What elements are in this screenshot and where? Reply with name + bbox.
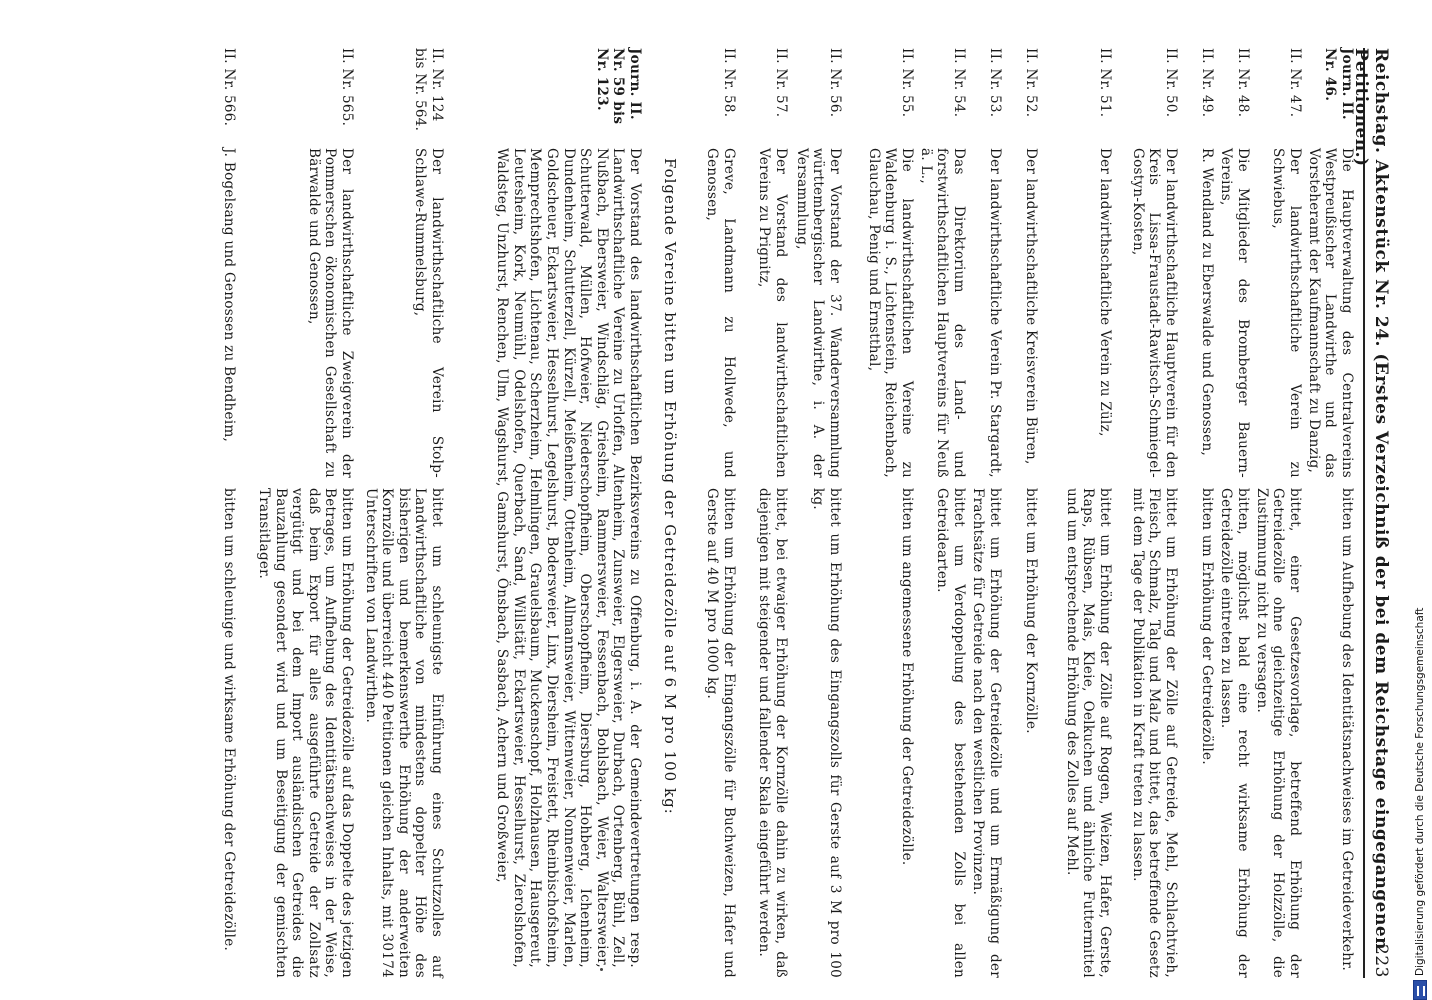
petitioner: Der Vorstand des landwirthschaftlichen Bezirksvereins zu Offenburg, i. A. der Gemeindevertretungen resp. Landwirthschaftliche Vereine zu Urloffen, Altenheim, Zunsweier, Elgersweier, Durbach, Ortenberg, Bühl, Zell, Nußbach, Ebersweier, Windschläg, Griesheim, Rammersweier, Fessenbach, Bohlsbach, Weier, Waltersweier, Schutterwald, Müllen, Hofweier, Niederschopfheim, Oberschopfheim, Diersburg, Hohberg, Ichenheim, Dundenheim, Schutterzell, Kürzell, Meißenheim, Ottenheim, Allmannsweier, Wittenweier, Nonnenweier, Marlen, Goldscheuer, Eckartsweier, Hesselhurst, Legelshurst, Bodersweier, Linx, Diersheim, Freistett, Rheinbischofsheim, Memprechtshofen, Lichtenau, Scherzheim, Helmlingen, Grauelsbaum, Muckenschopf, Holzhausen, Hausgereut, Leutesheim, Kork, Neumühl, Odelshofen, Querbach, Sand, Willstätt, Eckartsweier, Hesselhurst, Zierolshofen, Waldsteg, Unzhurst, Renchen, Ulm, Wagshurst, Gamshurst, Önsbach, Sasbach, Achern und Großweier,	[494, 148, 643, 968]
petitioner: R. Wendland zu Eberswalde und Genossen,	[1199, 148, 1215, 457]
request: bittet, einer Gesetzesvorlage, betreffend Erhöhung der Getreidezölle ohne gleichzeitige Erhöhung der Holzzölle, die Zustimmung nicht zu versagen.	[1253, 488, 1303, 978]
request: bitten, möglichst bald eine recht wirksame Erhöhung der Getreidezölle eintreten zu lassen.	[1218, 488, 1251, 978]
page-header	[1351, 48, 1395, 978]
petitioner: Der landwirthschaftliche Verein Stolp-Schlawe-Rummelsburg,	[412, 148, 445, 478]
request: bittet um Erhöhung der Zölle auf Roggen, Weizen, Hafer, Gerste, Raps, Rübsen, Mais, Kleie, Oelkuchen und ähnliche Futtermittel und um entsprechende Erhöhung des Zolles auf Mehl.	[1063, 488, 1113, 978]
petitioner: J. Bogelsang und Genossen zu Bendheim,	[221, 148, 237, 443]
footer-credit-line	[1413, 600, 1427, 1000]
section-heading: Folgende Vereine bitten um Erhöhung der Getreidezölle auf 6 M pro 100 kg:	[661, 158, 679, 815]
petitioner: Die landwirthschaftlichen Vereine zu Waldenburg i. S., Lichtenstein, Reichenbach, Glauchau, Penig und Ernstthal,	[865, 148, 915, 478]
journal-ref: II. Nr. 124 bis Nr. 564.	[412, 48, 445, 132]
journal-ref: II. Nr. 57.	[773, 48, 789, 118]
request: bittet um Erhöhung des Eingangszolls für Gerste auf 3 M pro 100 kg.	[810, 488, 843, 978]
petitioner: Der landwirthschaftliche Kreisverein Büren,	[1023, 148, 1039, 465]
dfg-logo-icon	[1413, 980, 1427, 1000]
document-page	[5, 48, 1405, 983]
header-title: Reichstag. Aktenstück Nr. 24. (Erstes Verzeichniß der bei dem Reichstage eingegangenen Petitionen.)	[1351, 48, 1391, 951]
journal-ref: II. Nr. 566.	[221, 48, 237, 127]
request: bittet um Erhöhung der Kornzölle.	[1023, 488, 1039, 734]
journal-ref: II. Nr. 50.	[1163, 48, 1179, 118]
journal-ref: Journ. II. Nr. 46.	[1322, 48, 1355, 120]
petitioner: Der landwirthschaftliche Hauptverein für den Kreis Lissa-Fraustadt-Rawitsch-Schmiegel-Gostyn-Kosten,	[1129, 148, 1179, 478]
journal-ref: II. Nr. 49.	[1199, 48, 1215, 118]
petitioner: Der landwirthschaftliche Verein Pr. Stargardt,	[987, 148, 1003, 478]
petitioner: Der landwirthschaftliche Verein zu Zülz,	[1097, 148, 1113, 437]
request: bitten um Erhöhung der Eingangszölle für Buchweizen, Hafer und Gerste auf 40 M pro 1000 kg.	[704, 488, 737, 978]
journal-ref: II. Nr. 48.	[1235, 48, 1251, 118]
journal-ref: Journ. II. Nr. 59 bis Nr. 123.	[593, 48, 643, 125]
journal-ref: II. Nr. 55.	[899, 48, 915, 118]
digitization-footer	[1405, 0, 1432, 1000]
journal-ref: II. Nr. 56.	[827, 48, 843, 118]
request: bitten um Erhöhung der Getreidezölle auf das Doppelte des jetzigen Betrages, um Aufhebung des Identitätsnachweises in der Weise, daß beim Export für alles ausgeführte Getreide der Zollsatz vergütigt und bei dem Import ausländischen Getreides die Bauzahlung gesondert wird und um Beseitigung der gemischten Transitlager.	[256, 488, 355, 978]
request: bittet um Erhöhung der Getreidezölle und um Ermäßigung der Frachtsätze für Getreide nach den westlichen Provinzen.	[970, 488, 1003, 978]
petitioner: Der Vorstand der 37. Wanderversammlung württembergischer Landwirthe, i. A. der Versammlung,	[793, 148, 843, 478]
request: bitten um Erhöhung der Getreidezölle.	[1199, 488, 1215, 765]
request: bittet um Verdoppelung des bestehenden Zolls bei allen Getreidearten.	[934, 488, 967, 978]
journal-ref: II. Nr. 54.	[951, 48, 967, 118]
request: bitten um Aufhebung des Identitätsnachweises im Getreideverkehr.	[1339, 488, 1355, 972]
request: bittet um schleunigste Einführung eines Schutzzolles auf Landwirthschaftliche von mindestens doppelter Höhe des bisherigen und bemerkenswerthe Erhöhung der anderweiten Kornzölle und überreicht 440 Petitionen gleichen Inhalts, mit 30174 Unterschriften von Landwirthen.	[362, 488, 445, 978]
journal-ref: II. Nr. 52.	[1023, 48, 1039, 118]
petitioner: Die Mitglieder des Bromberger Bauern-Vereins,	[1218, 148, 1251, 478]
journal-ref: II. Nr. 51.	[1097, 48, 1113, 118]
journal-ref: II. Nr. 58.	[721, 48, 737, 118]
request: bittet, bei etwaiger Erhöhung der Kornzölle dahin zu wirken, daß diejenigen mit steigender und fallender Skala eingeführt werden.	[756, 488, 789, 978]
journal-ref: II. Nr. 565.	[339, 48, 355, 127]
request: bittet um Erhöhung der Zölle auf Getreide, Mehl, Schlachtvieh, Fleisch, Schmalz, Talg und Malz und bittet, das betreffende Gesetz mit dem Tage der Publikation in Kraft treten zu lassen.	[1129, 488, 1179, 978]
page-number: 223	[1371, 944, 1391, 978]
petitioner: Das Direktorium des Land- und forstwirthschaftlichen Hauptvereins für Neuß ä. L.,	[917, 148, 967, 478]
petitioner: Der landwirthschaftliche Verein zu Schwiebus,	[1270, 148, 1303, 478]
journal-ref: II. Nr. 47.	[1287, 48, 1303, 118]
petitioner: Die Hauptverwaltung des Centralvereins Westpreußischer Landwirthe und das Vorsteheramt der Kaufmannschaft zu Danzig,	[1305, 148, 1355, 478]
journal-ref: II. Nr. 53.	[987, 48, 1003, 118]
request: bitten um angemessene Erhöhung der Getreidezölle.	[899, 488, 915, 866]
footer-credit: Digitalisierung gefördert durch die Deutsche Forschungsgemeinschaft	[1414, 607, 1426, 976]
petitioner: Der landwirthschaftliche Zweigverein der Pommerschen ökonomischen Gesellschaft zu Bärwalde und Genossen,	[305, 148, 355, 478]
petitioner: Der Vorstand des landwirthschaftlichen Vereins zu Prignitz,	[756, 148, 789, 478]
petitioner: Greve, Landmann zu Hollwede, und Genossen,	[704, 148, 737, 478]
request: bitten um schleunige und wirksame Erhöhung der Getreidezölle.	[221, 488, 237, 952]
scan-speck	[600, 968, 603, 971]
